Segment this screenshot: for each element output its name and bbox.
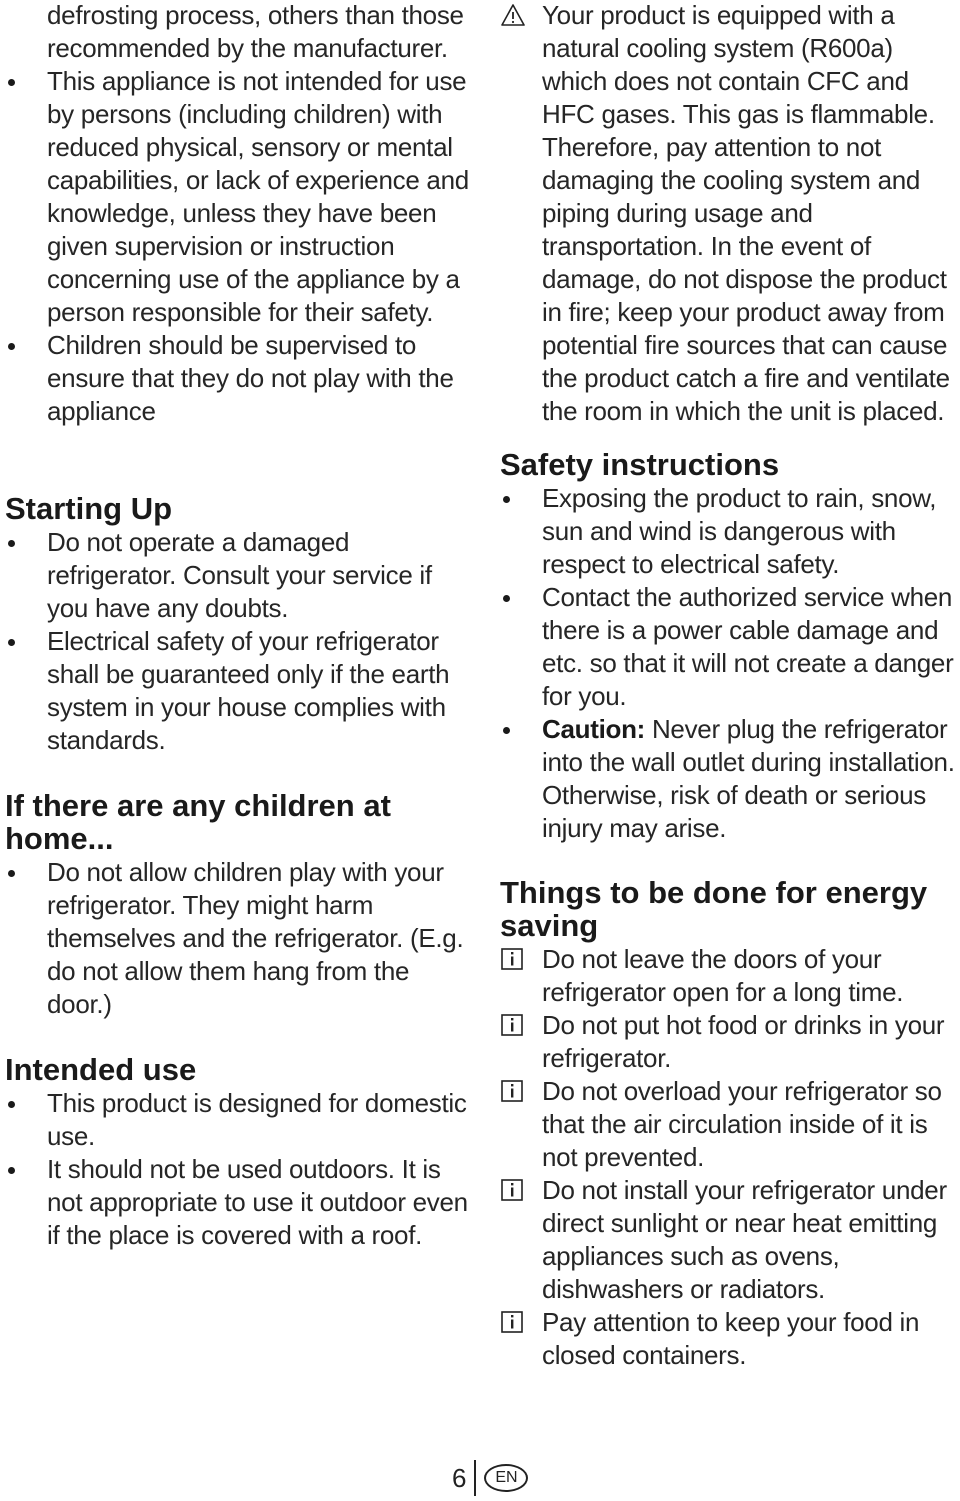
list-item: It should not be used outdoors. It is not appropriate to use it outdoor even if the place is covered with a roof. xyxy=(5,1153,475,1252)
warning-list xyxy=(500,0,958,428)
page-number: 6 xyxy=(452,1462,467,1493)
list-item xyxy=(500,943,958,1009)
list-item xyxy=(500,1009,958,1075)
section-title-children: If there are any children at home... xyxy=(5,788,391,856)
list-item: Electrical safety of your refrigerator shall be guaranteed only if the earth system in your house complies with standards. xyxy=(5,625,475,757)
energy-item-text: Do not leave the doors of your refrigerator open for a long time. xyxy=(542,944,904,1007)
warning-item xyxy=(500,0,958,428)
section-title-starting-up: Starting Up xyxy=(5,491,173,526)
info-icon xyxy=(500,1078,526,1104)
energy-item-text: Do not install your refrigerator under direct sunlight or near heat emitting appliances such as ovens, dishwashers or radiators. xyxy=(542,1175,947,1304)
right-column xyxy=(500,0,958,1372)
section-title-safety: Safety instructions xyxy=(500,447,780,482)
info-icon xyxy=(500,1012,526,1038)
safety-list xyxy=(500,482,958,845)
info-icon xyxy=(500,1309,526,1335)
page-footer xyxy=(452,1458,528,1498)
list-item: Children should be supervised to ensure that they do not play with the appliance xyxy=(5,329,475,428)
left-column xyxy=(5,0,475,1252)
intro-bullet-list xyxy=(5,65,475,428)
list-item xyxy=(500,1075,958,1174)
section-title-energy-saving: Things to be done for energy saving xyxy=(500,875,928,943)
section-title-intended-use: Intended use xyxy=(5,1052,197,1087)
starting-up-list xyxy=(5,526,475,757)
caution-item xyxy=(500,713,958,845)
list-item: Do not allow children play with your refrigerator. They might harm themselves and the refrigerator. (E.g. do not allow them hang from the door.) xyxy=(5,856,475,1021)
footer-divider xyxy=(474,1460,476,1496)
list-item xyxy=(500,1174,958,1306)
list-item: Exposing the product to rain, snow, sun and wind is dangerous with respect to electrical safety. xyxy=(500,482,958,581)
list-item: This product is designed for domestic use. xyxy=(5,1087,475,1153)
list-item: Do not operate a damaged refrigerator. Consult your service if you have any doubts. xyxy=(5,526,475,625)
children-list xyxy=(5,856,475,1021)
list-item: This appliance is not intended for use by persons (including children) with reduced physical, sensory or mental capabilities, or lack of experience and knowledge, unless they have been given supervision or instruction concerning use of the appliance by a person responsible for their safety. xyxy=(5,65,475,329)
intended-use-list xyxy=(5,1087,475,1252)
energy-item-text: Do not put hot food or drinks in your refrigerator. xyxy=(542,1010,945,1073)
energy-list xyxy=(500,943,958,1372)
caution-text: Never plug the refrigerator into the wall outlet during installation. Otherwise, risk of death or serious injury may arise. xyxy=(542,714,955,843)
list-item xyxy=(500,1306,958,1372)
warning-triangle-icon xyxy=(500,2,526,28)
language-badge: EN xyxy=(484,1464,528,1492)
warning-text: Your product is equipped with a natural cooling system (R600a) which does not contain CFC and HFC gases. This gas is flammable. Therefore, pay attention to not damaging the cooling system and piping during usage and transportation. In the event of damage, do not dispose the product in fire; keep your product away from potential fire sources that can cause the product catch a fire and ventilate the room in which the unit is placed. xyxy=(542,0,950,426)
energy-item-text: Pay attention to keep your food in closed containers. xyxy=(542,1307,920,1370)
intro-continuation: defrosting process, others than those recommended by the manufacturer. xyxy=(47,0,464,63)
energy-item-text: Do not overload your refrigerator so that the air circulation inside of it is not prevented. xyxy=(542,1076,942,1172)
info-icon xyxy=(500,946,526,972)
info-icon xyxy=(500,1177,526,1203)
list-item: Contact the authorized service when there is a power cable damage and etc. so that it will not create a danger for you. xyxy=(500,581,958,713)
caution-label: Caution: xyxy=(542,714,646,744)
